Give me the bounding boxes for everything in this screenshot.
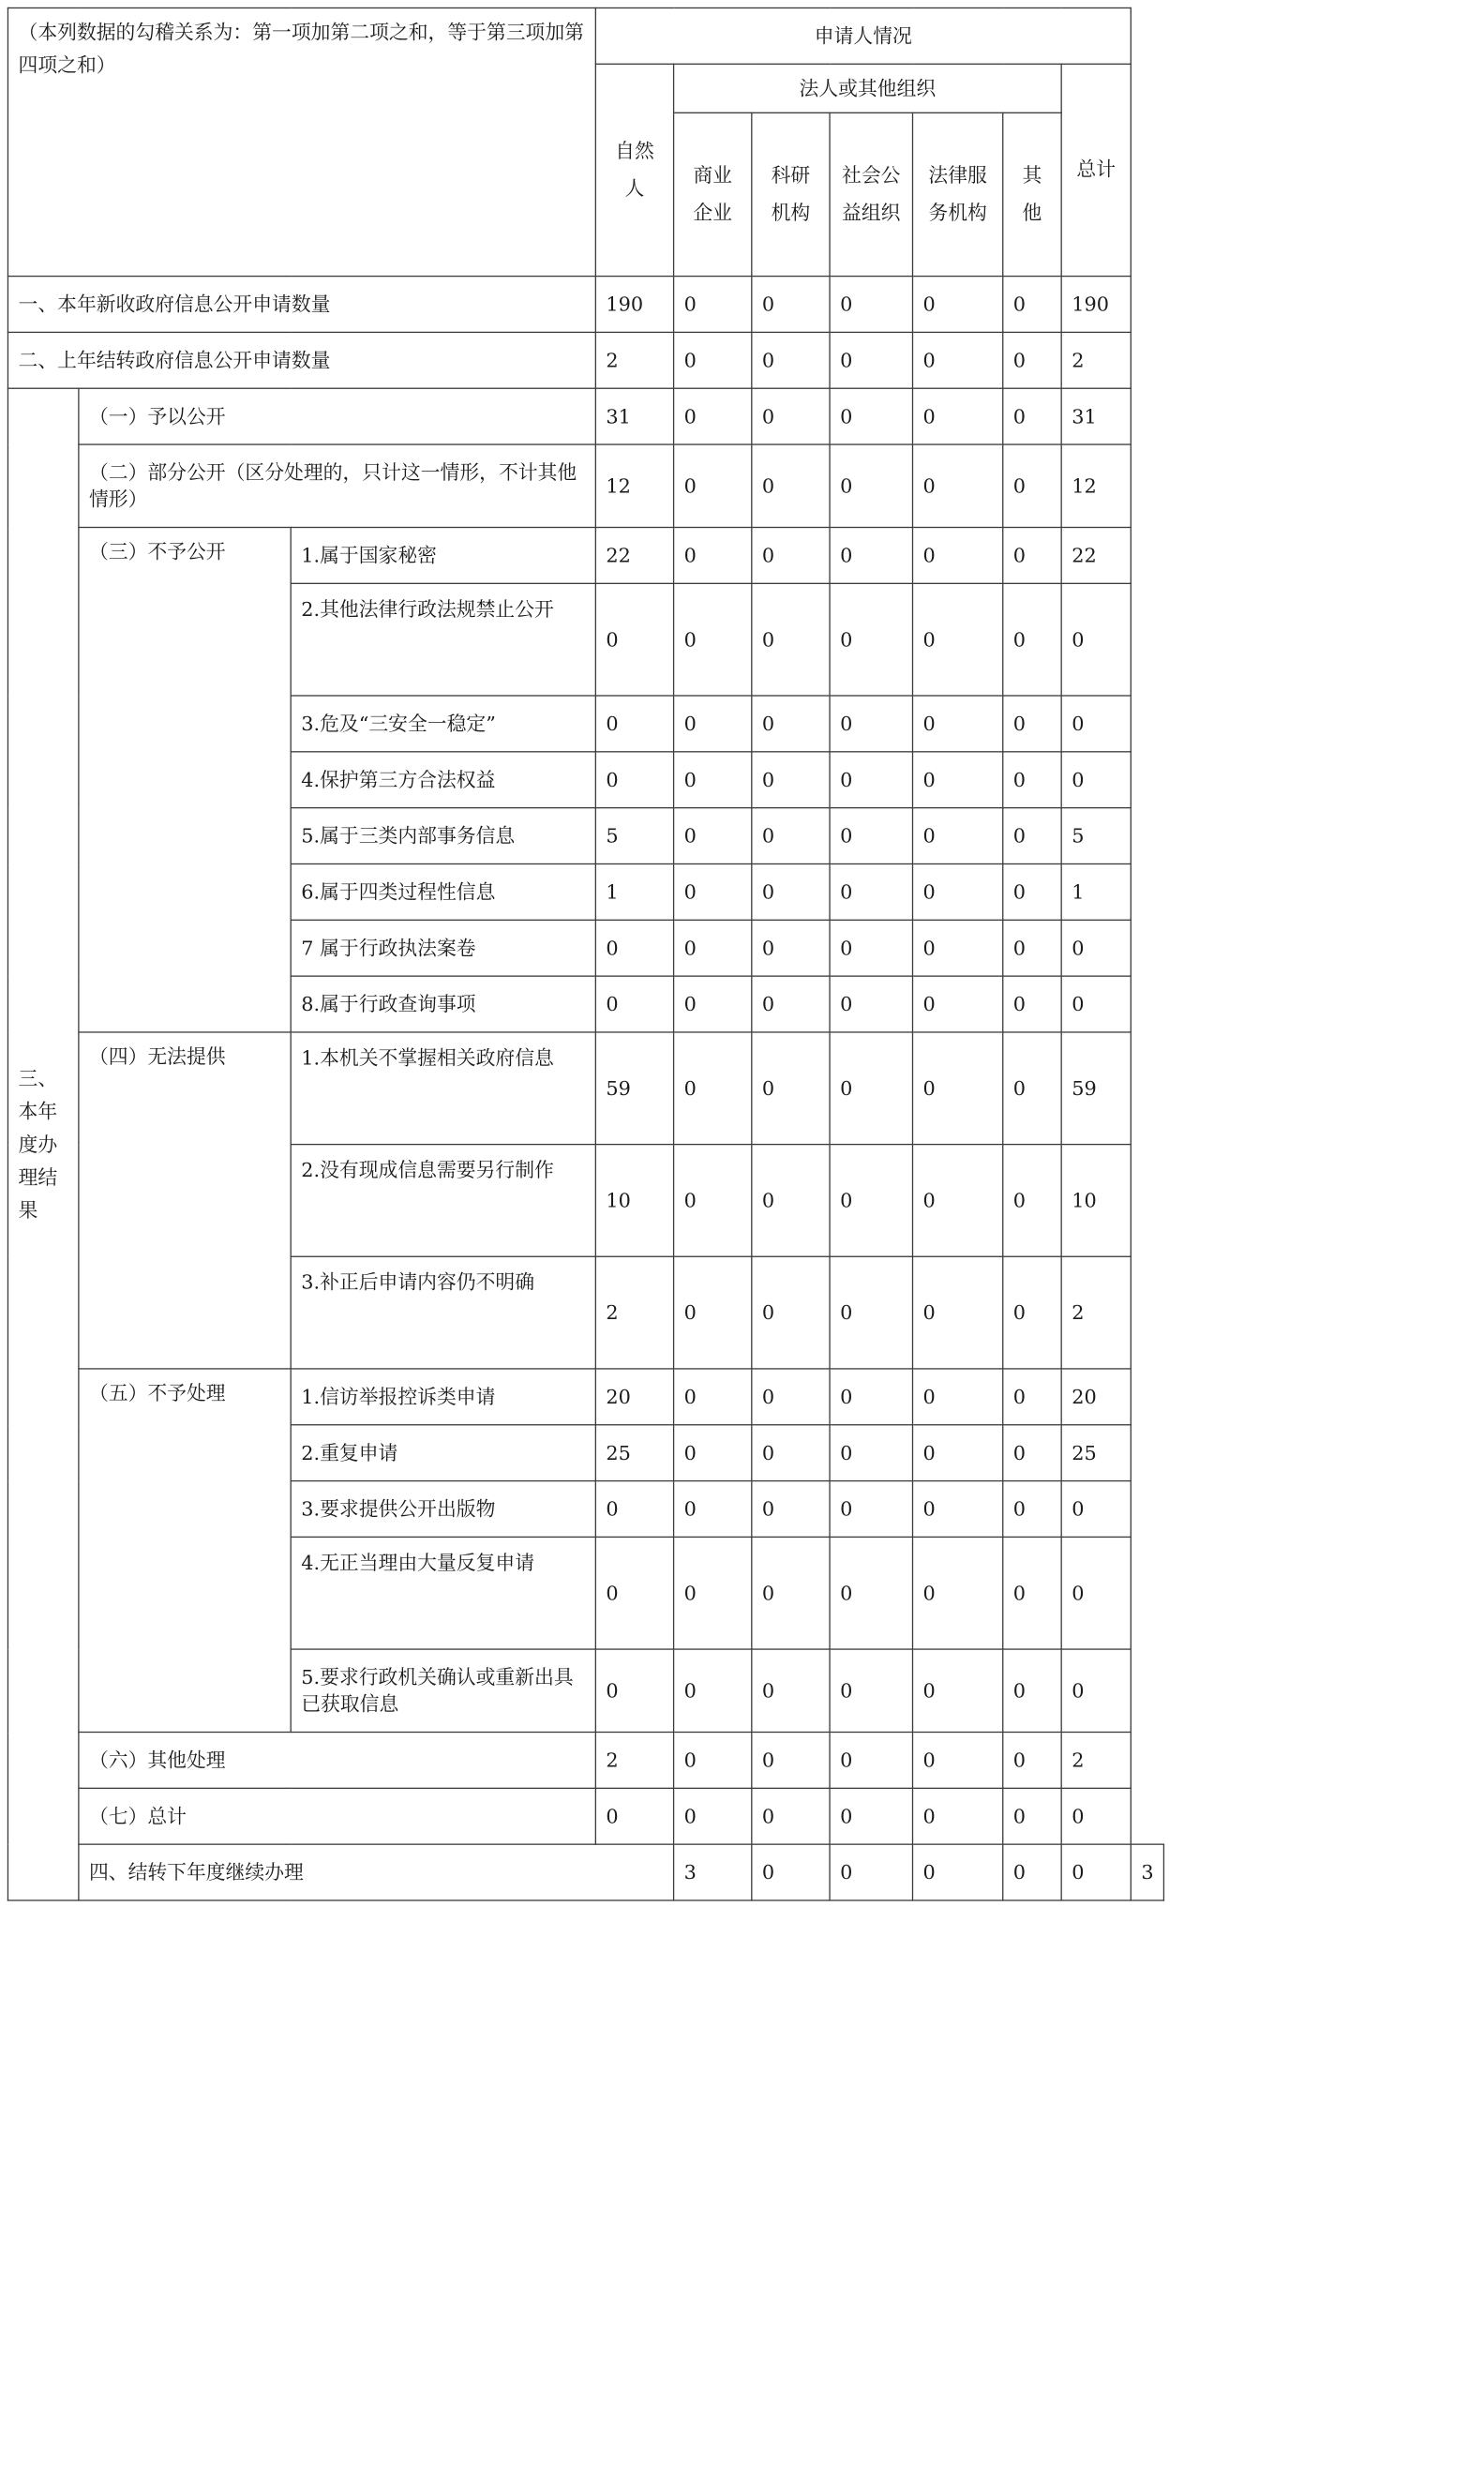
cell: 0 (830, 528, 912, 584)
cell: 0 (595, 1481, 673, 1538)
cell: 0 (595, 1537, 673, 1649)
cell: 0 (912, 696, 1002, 752)
cell: 0 (674, 1369, 752, 1425)
row-label: 3.补正后申请内容仍不明确 (291, 1256, 595, 1369)
cell: 0 (752, 1537, 830, 1649)
row-label: 3.危及“三安全一稳定” (291, 696, 595, 752)
cell: 0 (830, 920, 912, 976)
row-label: 2.重复申请 (291, 1425, 595, 1481)
cell: 0 (912, 808, 1002, 864)
cell: 10 (1061, 1145, 1131, 1257)
header-legal-group: 法人或其他组织 (674, 64, 1062, 113)
cell: 0 (830, 863, 912, 920)
cell: 0 (1003, 1481, 1061, 1538)
cell: 0 (1003, 1844, 1061, 1900)
cell: 0 (1003, 1369, 1061, 1425)
table-row (7, 1369, 1163, 1425)
cell: 190 (595, 277, 673, 333)
row-label: 2.没有现成信息需要另行制作 (291, 1145, 595, 1257)
cell: 0 (1003, 808, 1061, 864)
cell: 0 (752, 1788, 830, 1844)
header-note: （本列数据的勾稽关系为：第一项加第二项之和，等于第三项加第四项之和） (7, 8, 595, 276)
section-3-label: 三、本年度办理结果 (7, 388, 78, 1900)
cell: 0 (1003, 277, 1061, 333)
cell: 0 (1061, 1537, 1131, 1649)
cell: 0 (752, 583, 830, 696)
cell: 0 (752, 1733, 830, 1789)
cell: 59 (595, 1032, 673, 1145)
cell: 0 (674, 1145, 752, 1257)
cell: 2 (595, 332, 673, 388)
cell: 0 (912, 1788, 1002, 1844)
row-label: （六）其他处理 (79, 1733, 595, 1789)
table-row (7, 1733, 1163, 1789)
cell: 0 (752, 277, 830, 333)
cell: 0 (830, 1032, 912, 1145)
cell: 0 (830, 1369, 912, 1425)
category-label: （三）不予公开 (79, 528, 291, 1032)
row-label: 四、结转下年度继续办理 (79, 1844, 674, 1900)
cell: 0 (1061, 1481, 1131, 1538)
row-label: 7 属于行政执法案卷 (291, 920, 595, 976)
row-label: 6.属于四类过程性信息 (291, 863, 595, 920)
cell: 0 (752, 1649, 830, 1732)
row-label: 8.属于行政查询事项 (291, 976, 595, 1032)
table-row (7, 444, 1163, 527)
cell: 25 (1061, 1425, 1131, 1481)
cell: 0 (752, 863, 830, 920)
cell: 0 (595, 920, 673, 976)
cell: 0 (912, 752, 1002, 808)
cell: 20 (595, 1369, 673, 1425)
cell: 0 (674, 752, 752, 808)
cell: 0 (912, 332, 1002, 388)
cell: 0 (1003, 1788, 1061, 1844)
table-row (7, 528, 1163, 584)
row-label: 2.其他法律行政法规禁止公开 (291, 583, 595, 696)
row-label: 一、本年新收政府信息公开申请数量 (7, 277, 595, 333)
cell: 0 (1003, 1256, 1061, 1369)
cell: 0 (674, 1032, 752, 1145)
row-label: （二）部分公开（区分处理的，只计这一情形，不计其他情形） (79, 444, 595, 527)
cell: 0 (752, 1145, 830, 1257)
cell: 0 (830, 976, 912, 1032)
cell: 0 (674, 1733, 752, 1789)
cell: 0 (1061, 976, 1131, 1032)
table-row (7, 277, 1163, 333)
cell: 0 (1003, 696, 1061, 752)
cell: 3 (674, 1844, 752, 1900)
cell: 31 (1061, 388, 1131, 444)
cell: 0 (912, 1481, 1002, 1538)
row-label: 5.要求行政机关确认或重新出具已获取信息 (291, 1649, 595, 1732)
cell: 0 (912, 1649, 1002, 1732)
cell: 0 (752, 528, 830, 584)
cell: 0 (1061, 1844, 1131, 1900)
table-row (7, 388, 1163, 444)
cell: 0 (912, 1425, 1002, 1481)
cell: 1 (1061, 863, 1131, 920)
cell: 0 (1003, 1733, 1061, 1789)
row-label: （七）总计 (79, 1788, 595, 1844)
row-label: 1.信访举报控诉类申请 (291, 1369, 595, 1425)
header-legal-service: 法律服务机构 (912, 113, 1002, 276)
table-row (7, 1032, 1163, 1145)
header-total: 总计 (1061, 64, 1131, 276)
cell: 0 (912, 1369, 1002, 1425)
cell: 31 (595, 388, 673, 444)
cell: 0 (1003, 528, 1061, 584)
cell: 0 (674, 1425, 752, 1481)
cell: 0 (912, 444, 1002, 527)
cell: 0 (912, 277, 1002, 333)
header-social: 社会公益组织 (830, 113, 912, 276)
row-label: （一）予以公开 (79, 388, 595, 444)
row-label: 3.要求提供公开出版物 (291, 1481, 595, 1538)
cell: 0 (752, 1481, 830, 1538)
cell: 20 (1061, 1369, 1131, 1425)
cell: 0 (674, 920, 752, 976)
cell: 0 (1061, 752, 1131, 808)
cell: 2 (595, 1256, 673, 1369)
cell: 0 (912, 1733, 1002, 1789)
cell: 0 (674, 808, 752, 864)
row-label: 二、上年结转政府信息公开申请数量 (7, 332, 595, 388)
cell: 0 (752, 1369, 830, 1425)
cell: 0 (1003, 920, 1061, 976)
cell: 0 (830, 277, 912, 333)
statistics-table (7, 8, 1165, 1901)
cell: 0 (912, 1256, 1002, 1369)
cell: 10 (595, 1145, 673, 1257)
cell: 22 (595, 528, 673, 584)
cell: 0 (752, 808, 830, 864)
cell: 0 (674, 863, 752, 920)
cell: 1 (595, 863, 673, 920)
cell: 0 (752, 1844, 830, 1900)
cell: 0 (595, 976, 673, 1032)
cell: 12 (595, 444, 673, 527)
cell: 2 (1061, 1733, 1131, 1789)
cell: 0 (674, 696, 752, 752)
cell: 59 (1061, 1032, 1131, 1145)
cell: 0 (752, 1032, 830, 1145)
cell: 0 (674, 1481, 752, 1538)
cell: 12 (1061, 444, 1131, 527)
cell: 0 (830, 1844, 912, 1900)
cell: 0 (752, 444, 830, 527)
cell: 0 (912, 1032, 1002, 1145)
header-other: 其他 (1003, 113, 1061, 276)
row-label: 5.属于三类内部事务信息 (291, 808, 595, 864)
cell: 0 (1003, 388, 1061, 444)
cell: 0 (674, 1537, 752, 1649)
cell: 0 (752, 388, 830, 444)
row-label: 1.属于国家秘密 (291, 528, 595, 584)
cell: 0 (674, 1256, 752, 1369)
cell: 0 (1061, 920, 1131, 976)
cell: 0 (830, 444, 912, 527)
cell: 0 (1061, 1649, 1131, 1732)
cell: 5 (1061, 808, 1131, 864)
cell: 0 (595, 583, 673, 696)
cell: 0 (752, 696, 830, 752)
cell: 0 (912, 1537, 1002, 1649)
cell: 0 (830, 808, 912, 864)
table-row (7, 332, 1163, 388)
cell: 0 (1061, 1788, 1131, 1844)
cell: 0 (752, 920, 830, 976)
cell: 0 (1003, 444, 1061, 527)
cell: 0 (830, 583, 912, 696)
cell: 0 (674, 277, 752, 333)
cell: 0 (830, 1788, 912, 1844)
cell: 0 (912, 863, 1002, 920)
cell: 0 (830, 696, 912, 752)
cell: 0 (674, 332, 752, 388)
cell: 0 (752, 1256, 830, 1369)
cell: 0 (674, 583, 752, 696)
table-row (7, 1844, 1163, 1900)
cell: 0 (830, 752, 912, 808)
cell: 0 (830, 1256, 912, 1369)
cell: 0 (912, 976, 1002, 1032)
cell: 5 (595, 808, 673, 864)
cell: 0 (1003, 583, 1061, 696)
cell: 0 (595, 1788, 673, 1844)
cell: 0 (1003, 332, 1061, 388)
cell: 0 (674, 1788, 752, 1844)
cell: 0 (1003, 1649, 1061, 1732)
header-natural-person: 自然人 (595, 64, 673, 276)
cell: 0 (830, 1481, 912, 1538)
cell: 0 (830, 1649, 912, 1732)
cell: 0 (912, 388, 1002, 444)
cell: 0 (830, 388, 912, 444)
cell: 0 (752, 332, 830, 388)
cell: 190 (1061, 277, 1131, 333)
cell: 3 (1131, 1844, 1163, 1900)
row-label: 1.本机关不掌握相关政府信息 (291, 1032, 595, 1145)
header-research: 科研机构 (752, 113, 830, 276)
header-applicant-group: 申请人情况 (595, 8, 1131, 64)
cell: 0 (1003, 1425, 1061, 1481)
cell: 0 (830, 1145, 912, 1257)
cell: 0 (1003, 976, 1061, 1032)
cell: 0 (674, 444, 752, 527)
table-row (7, 1788, 1163, 1844)
cell: 0 (1003, 863, 1061, 920)
row-label: 4.无正当理由大量反复申请 (291, 1537, 595, 1649)
cell: 2 (1061, 332, 1131, 388)
cell: 0 (1003, 752, 1061, 808)
cell: 0 (674, 528, 752, 584)
cell: 0 (674, 1649, 752, 1732)
cell: 0 (912, 528, 1002, 584)
cell: 0 (830, 1425, 912, 1481)
cell: 0 (1061, 696, 1131, 752)
cell: 0 (1003, 1145, 1061, 1257)
cell: 0 (912, 1145, 1002, 1257)
cell: 0 (674, 388, 752, 444)
category-label: （五）不予处理 (79, 1369, 291, 1733)
cell: 0 (752, 752, 830, 808)
category-label: （四）无法提供 (79, 1032, 291, 1369)
cell: 0 (595, 1649, 673, 1732)
cell: 0 (752, 1425, 830, 1481)
cell: 0 (1003, 1032, 1061, 1145)
cell: 2 (595, 1733, 673, 1789)
cell: 25 (595, 1425, 673, 1481)
cell: 0 (674, 976, 752, 1032)
cell: 0 (595, 752, 673, 808)
cell: 22 (1061, 528, 1131, 584)
cell: 0 (830, 1733, 912, 1789)
header-commercial: 商业企业 (674, 113, 752, 276)
cell: 0 (752, 976, 830, 1032)
cell: 0 (912, 920, 1002, 976)
cell: 0 (1061, 583, 1131, 696)
row-label: 4.保护第三方合法权益 (291, 752, 595, 808)
cell: 0 (830, 332, 912, 388)
cell: 0 (912, 583, 1002, 696)
cell: 0 (830, 1537, 912, 1649)
cell: 0 (595, 696, 673, 752)
cell: 0 (1003, 1537, 1061, 1649)
cell: 2 (1061, 1256, 1131, 1369)
cell: 0 (912, 1844, 1002, 1900)
